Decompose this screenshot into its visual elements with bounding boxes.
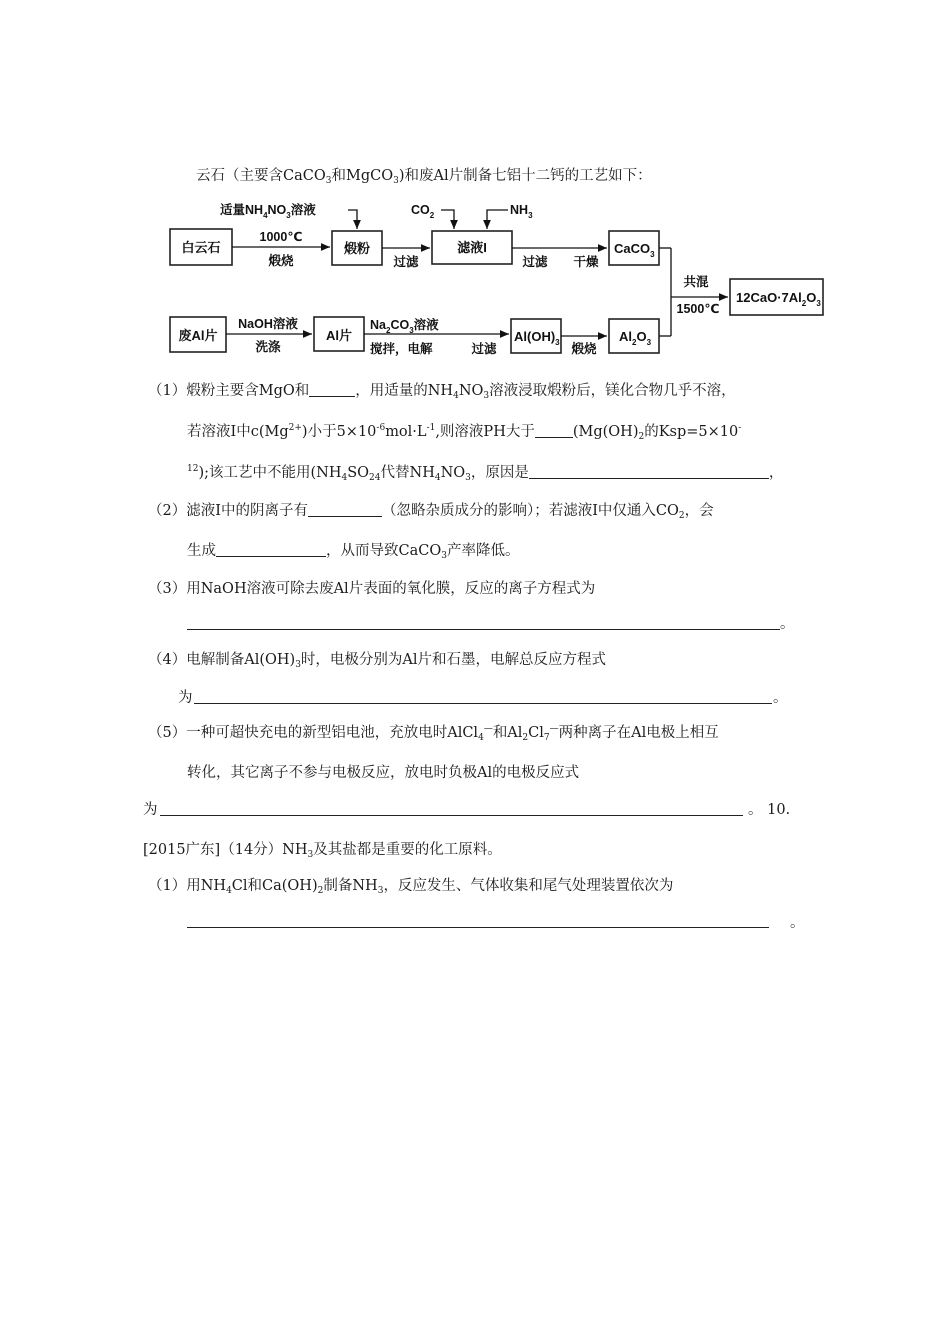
q4-end: 。	[773, 690, 788, 706]
label-wash: 洗涤	[255, 340, 281, 354]
sub: 3	[295, 660, 301, 670]
sub: 4	[453, 391, 459, 401]
label-filter-b: 过滤	[522, 255, 548, 269]
label-filter-c: 过滤	[471, 342, 497, 356]
label-co2: $CO_2$	[411, 203, 435, 220]
q5-answer-line[interactable]	[160, 815, 743, 816]
sub: 4	[434, 473, 441, 483]
text: （3）用NaOH溶液可除去废Al片表面的氧化膜，反应的离子方程式为	[148, 581, 596, 597]
text: 制备NH	[323, 878, 378, 894]
q1-line2	[187, 422, 741, 442]
text: 若溶液I中c(Mg	[187, 424, 289, 440]
text: 的Ksp=5×10	[644, 424, 739, 440]
box-dolomite-label: 白云石	[181, 240, 221, 255]
text: ,则溶液PH大于	[435, 424, 535, 440]
sup: 12	[187, 464, 199, 474]
sub: 2	[317, 886, 324, 896]
box-calcined-powder-label: 煅粉	[343, 241, 371, 256]
q4-line2	[178, 688, 193, 708]
label-1500c: 1500℃	[676, 302, 720, 316]
text: 代替NH	[380, 465, 435, 481]
q3-line1	[148, 579, 595, 599]
label-nh3: $NH_3$	[510, 203, 533, 220]
q10-answer-line[interactable]	[187, 927, 769, 928]
text: SO	[347, 465, 370, 481]
sup: -	[738, 423, 742, 433]
text: mol·L	[385, 424, 427, 440]
q4-line1	[148, 650, 606, 670]
intro-text: 云石（主要含CaCO	[196, 168, 326, 184]
label-calcine: 煅烧	[268, 254, 294, 268]
text: NO	[440, 465, 466, 481]
text: 产率降低。	[446, 543, 520, 559]
intro-text: )和废Al片制备七铝十二钙的工艺如下：	[398, 168, 652, 184]
q5-line1	[148, 723, 719, 743]
process-flowchart	[168, 195, 833, 367]
box-product-label: $12CaO\cdot 7Al_2O_3$	[736, 290, 821, 308]
label-na2co3: $Na_2CO_3$溶液	[370, 318, 439, 335]
q3-end: 。	[780, 616, 795, 632]
box-filtrate-1-label: 滤液I	[457, 240, 487, 255]
q2-line1	[148, 501, 714, 521]
sup: -1	[426, 423, 436, 433]
text: 和Al	[492, 725, 523, 741]
box-waste-al-label: 废Al片	[178, 328, 218, 343]
text: 时，电极分别为Al片和石墨，电解总反应方程式	[300, 652, 607, 668]
text: ，会	[684, 503, 714, 519]
label-dry: 干燥	[573, 255, 599, 269]
q3-answer-line[interactable]	[187, 629, 780, 630]
q10-line1	[148, 876, 673, 896]
label-mix: 共混	[683, 275, 709, 289]
text: ，反应发生、气体收集和尾气处理装置依次为	[383, 878, 674, 894]
label-naoh: NaOH溶液	[238, 317, 298, 331]
text: ，用适量的NH	[355, 383, 454, 399]
sub: 3	[325, 176, 332, 186]
q2-line2	[187, 541, 519, 561]
text: 为	[178, 690, 193, 706]
text: （2）滤液I中的阴离子有	[148, 503, 308, 519]
sup: -6	[376, 423, 386, 433]
text: （1）用NH	[148, 878, 227, 894]
sub: 3	[465, 473, 471, 483]
text: Cl和Ca(OH)	[231, 878, 318, 894]
text: ，	[768, 465, 784, 481]
q10-end: 。	[790, 915, 805, 931]
box-al-sheet-label: Al片	[325, 328, 353, 343]
intro-line	[196, 166, 652, 186]
q1-line3	[187, 463, 783, 483]
sub: 4	[478, 733, 484, 743]
sub: 3	[377, 886, 384, 896]
label-filter-a: 过滤	[393, 255, 419, 269]
text: 生成	[187, 543, 216, 559]
text: （1）煅粉主要含MgO和	[148, 383, 310, 399]
text: （5）一种可超快充电的新型铝电池，充放电时AlCl	[148, 725, 479, 741]
box-al2o3	[609, 319, 659, 353]
sub: 2	[678, 511, 685, 521]
box-al2o3-label: $Al_2O_3$	[619, 329, 652, 347]
answer-blank[interactable]	[529, 463, 769, 479]
sub: 4	[374, 473, 381, 483]
sub: 4	[226, 886, 232, 896]
text: (Mg(OH)	[572, 424, 639, 440]
sub: 3	[441, 551, 447, 561]
q1-line1	[148, 381, 736, 401]
text: )小于5×10	[301, 424, 377, 440]
sub: 3	[307, 850, 314, 860]
sub: 2	[522, 733, 529, 743]
label-nh4no3: 适量$NH_4NO_3$溶液	[220, 203, 316, 220]
text: NO	[458, 383, 484, 399]
text: 及其盐都是重要的化工原料。	[313, 842, 502, 858]
box-caco3-label: CaCO$_3$	[614, 241, 655, 259]
answer-blank[interactable]	[216, 541, 326, 557]
text: 溶液浸取煅粉后，镁化合物几乎不溶，	[489, 383, 736, 399]
text: [2015广东]（14分）NH	[143, 842, 308, 858]
label-stir: 搅拌，电解	[370, 342, 433, 356]
sub: 7	[543, 733, 550, 743]
text: Cl	[528, 725, 544, 741]
answer-blank[interactable]	[308, 501, 382, 517]
answer-blank[interactable]	[535, 422, 573, 438]
text: ，原因是	[470, 465, 529, 481]
text: 转化，其它离子不参与电极反应，放电时负极Al的电极反应式	[187, 765, 580, 781]
text: （忽略杂质成分的影响）；若滤液I中仅通入CO	[381, 503, 679, 519]
text: 两种离子在Al电极上相互	[558, 725, 719, 741]
text: 为	[143, 802, 158, 818]
sub: 3	[483, 391, 490, 401]
q5-line2	[187, 763, 579, 783]
label-1000c: 1000℃	[259, 230, 303, 244]
sup: —	[483, 724, 493, 734]
sup: —	[549, 724, 559, 734]
box-aloh3-label: $Al(OH)_3$	[514, 329, 560, 347]
sub: 2	[638, 432, 645, 442]
text: );该工艺中不能用(NH	[198, 465, 342, 481]
intro-text: 和MgCO	[331, 168, 394, 184]
text: ，从而导致CaCO	[326, 543, 442, 559]
q5-line3	[143, 800, 158, 820]
q4-answer-line[interactable]	[194, 703, 772, 704]
sub: 4	[341, 473, 348, 483]
sup: 2+	[288, 423, 302, 433]
text: （4）电解制备Al(OH)	[148, 652, 296, 668]
answer-blank[interactable]	[309, 381, 355, 397]
q5-end: 。 10.	[748, 802, 791, 818]
q10-header	[143, 840, 502, 860]
sub: 2	[369, 473, 375, 483]
label-calcine-b: 煅烧	[571, 342, 597, 356]
sub: 3	[393, 176, 399, 186]
